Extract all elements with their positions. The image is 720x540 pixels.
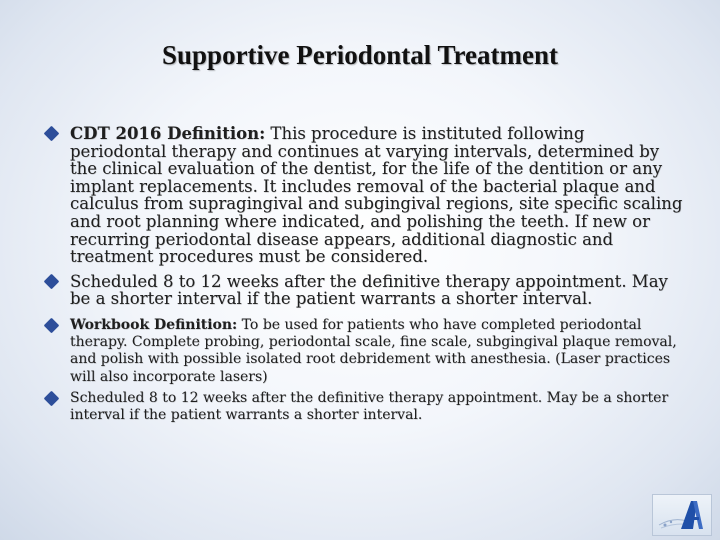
bullet-text: To be used for patients who have completed periodontal therapy. Complete probing, periodontal scale, fine scale, subgingival plaque removal, and polish with possible isolated root debridement with anesthesia. (Laser practices will also incorporate lasers) (70, 316, 677, 385)
bullet-workbook-definition (44, 317, 684, 386)
bullet-text: This procedure is instituted following periodontal therapy and continues at varying intervals, determined by the clinical evaluation of the dentist, for the life of the dentition or any implant replacements. It includes removal of the bacterial plaque and calculus from supragingival and subgingival regions, site specific scaling and root planning where indicated, and polishing the teeth. If new or recurring periodontal disease appears, additional diagnostic and treatment procedures must be considered. (70, 124, 683, 267)
bullet-lead: CDT 2016 Definition: (70, 124, 266, 143)
diamond-bullet-icon (44, 390, 60, 406)
bullet-lead: Workbook Definition: (70, 316, 238, 333)
diamond-bullet-icon (44, 126, 60, 142)
slide-title: Supportive Periodontal Treatment (162, 40, 558, 70)
bullet-schedule-2 (44, 390, 684, 424)
diamond-bullet-icon (44, 273, 60, 289)
bullet-text: Scheduled 8 to 12 weeks after the definitive therapy appointment. May be a shorter interval if the patient warrants a shorter interval. (70, 389, 669, 423)
diamond-bullet-icon (44, 318, 60, 334)
bullet-text: Scheduled 8 to 12 weeks after the definitive therapy appointment. May be a shorter interval if the patient warrants a shorter interval. (70, 271, 668, 309)
company-logo-icon (652, 494, 712, 536)
bullet-cdt-definition (44, 125, 684, 266)
bullet-schedule-1 (44, 273, 684, 308)
bullet-list (44, 125, 684, 424)
